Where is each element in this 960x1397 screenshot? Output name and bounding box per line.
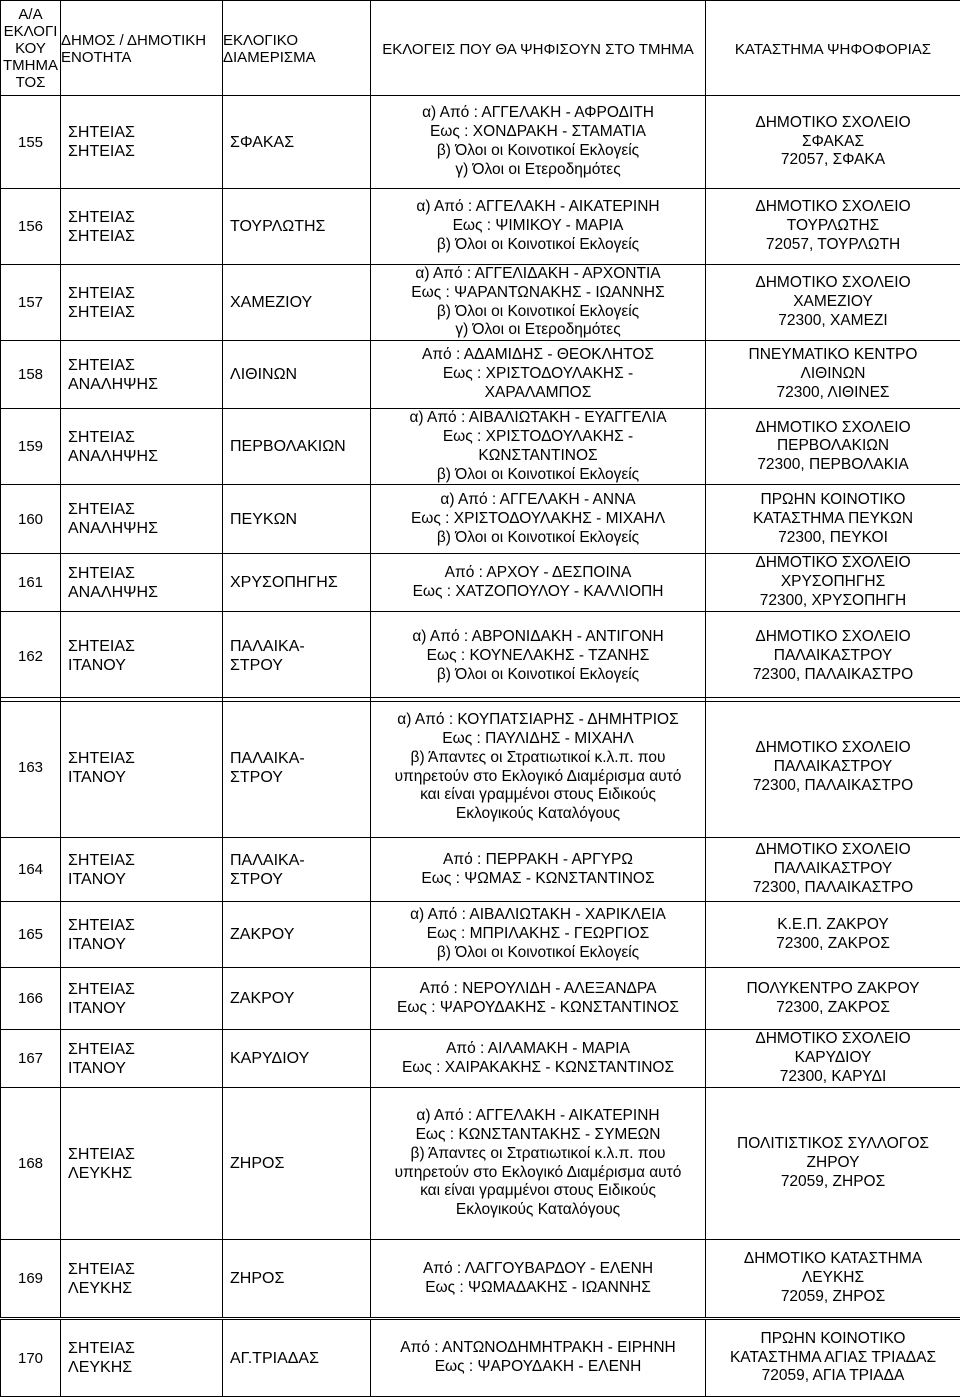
polling-station-line: ΧΑΜΕΖΙΟΥ xyxy=(706,293,960,312)
municipality-line: ΣΗΤΕΙΑΣ xyxy=(68,980,222,999)
voters-cell xyxy=(371,1030,706,1088)
polling-station-line: 72300, ΠΑΛΑΙΚΑΣΤΡΟ xyxy=(706,666,960,685)
municipality-line: ΛΕΥΚΗΣ xyxy=(68,1164,222,1183)
polling-station-line: 72300, ΠΑΛΑΙΚΑΣΤΡΟ xyxy=(706,879,960,898)
district-line: ΛΙΘΙΝΩΝ xyxy=(230,365,370,384)
voters-line: Εκλογικούς Καταλόγους xyxy=(371,1201,705,1220)
voters-line: ΚΩΝΣΤΑΝΤΙΝΟΣ xyxy=(371,447,705,466)
polling-station-line: ΔΗΜΟΤΙΚΟ ΣΧΟΛΕΙΟ xyxy=(706,198,960,217)
voters-line: β) Όλοι οι Κοινοτικοί Εκλογείς xyxy=(371,944,705,963)
district-line: ΤΟΥΡΛΩΤΗΣ xyxy=(230,217,370,236)
municipality-line: ΣΗΤΕΙΑΣ xyxy=(68,123,222,142)
district-line: ΠΑΛΑΙΚΑ- xyxy=(230,851,370,870)
municipality-cell xyxy=(61,485,223,554)
municipality-line: ΣΗΤΕΙΑΣ xyxy=(68,1145,222,1164)
header-voters: ΕΚΛΟΓΕΙΣ ΠΟΥ ΘΑ ΨΗΦΙΣΟΥΝ ΣΤΟ ΤΜΗΜΑ xyxy=(371,1,706,96)
district-line: ΠΑΛΑΙΚΑ- xyxy=(230,749,370,768)
polling-station-line: 72300, ΧΡΥΣΟΠΗΓΗ xyxy=(706,592,960,611)
district-line: ΣΤΡΟΥ xyxy=(230,768,370,787)
municipality-line: ΙΤΑΝΟΥ xyxy=(68,768,222,787)
polling-station-line: ΔΗΜΟΤΙΚΟ ΣΧΟΛΕΙΟ xyxy=(706,554,960,573)
municipality-line: ΙΤΑΝΟΥ xyxy=(68,935,222,954)
voters-line: Εως : ΨΩΜΑΣ - ΚΩΝΣΤΑΝΤΙΝΟΣ xyxy=(371,870,705,889)
district-cell xyxy=(223,1088,371,1240)
voters-line: γ) Όλοι οι Ετεροδημότες xyxy=(371,161,705,180)
polling-station-line: ΠΑΛΑΙΚΑΣΤΡΟΥ xyxy=(706,860,960,879)
district-cell xyxy=(223,189,371,265)
municipality-cell xyxy=(61,554,223,611)
municipality-line: ΑΝΑΛΗΨΗΣ xyxy=(68,519,222,538)
municipality-line: ΛΕΥΚΗΣ xyxy=(68,1358,222,1377)
section-number: 159 xyxy=(1,409,61,485)
municipality-line: ΣΗΤΕΙΑΣ xyxy=(68,1339,222,1358)
table-row xyxy=(1,611,960,701)
voters-line: α) Από : ΚΟΥΠΑΤΣΙΑΡΗΣ - ΔΗΜΗΤΡΙΟΣ xyxy=(371,711,705,730)
polling-station-line: 72300, ΚΑΡΥΔΙ xyxy=(706,1068,960,1087)
district-cell xyxy=(223,341,371,409)
polling-station-line: 72059, ΑΓΙΑ ΤΡΙΑΔΑ xyxy=(706,1367,960,1386)
section-number: 160 xyxy=(1,485,61,554)
voters-line: β) Όλοι οι Κοινοτικοί Εκλογείς xyxy=(371,236,705,255)
voters-line: υπηρετούν στο Εκλογικό Διαμέρισμα αυτό xyxy=(371,1164,705,1183)
polling-station-line: ΖΗΡΟΥ xyxy=(706,1154,960,1173)
voters-line: Από : ΑΡΧΟΥ - ΔΕΣΠΟΙΝΑ xyxy=(371,564,705,583)
polling-station-line: ΠΡΩΗΝ ΚΟΙΝΟΤΙΚΟ xyxy=(706,491,960,510)
section-number: 156 xyxy=(1,189,61,265)
voters-line: α) Από : ΑΙΒΑΛΙΩΤΑΚΗ - ΕΥΑΓΓΕΛΙΑ xyxy=(371,409,705,428)
district-line: ΚΑΡΥΔΙΟΥ xyxy=(230,1049,370,1068)
voters-cell xyxy=(371,341,706,409)
municipality-cell xyxy=(61,968,223,1030)
voters-line: Από : ΝΕΡΟΥΛΙΔΗ - ΑΛΕΞΑΝΔΡΑ xyxy=(371,980,705,999)
polling-station-cell xyxy=(706,902,960,968)
district-cell xyxy=(223,409,371,485)
polling-station-line: ΔΗΜΟΤΙΚΟ ΚΑΤΑΣΤΗΜΑ xyxy=(706,1250,960,1269)
municipality-line: ΙΤΑΝΟΥ xyxy=(68,1059,222,1078)
voters-cell xyxy=(371,554,706,611)
polling-station-line: ΚΑΤΑΣΤΗΜΑ ΑΓΙΑΣ ΤΡΙΑΔΑΣ xyxy=(706,1349,960,1368)
voters-line: α) Από : ΑΒΡΟΝΙΔΑΚΗ - ΑΝΤΙΓΟΝΗ xyxy=(371,628,705,647)
voters-line: Εως : ΚΩΝΣΤΑΝΤΑΚΗΣ - ΣΥΜΕΩΝ xyxy=(371,1126,705,1145)
municipality-line: ΙΤΑΝΟΥ xyxy=(68,999,222,1018)
district-line: ΣΦΑΚΑΣ xyxy=(230,133,370,152)
voters-line: β) Όλοι οι Κοινοτικοί Εκλογείς xyxy=(371,466,705,485)
municipality-line: ΑΝΑΛΗΨΗΣ xyxy=(68,375,222,394)
municipality-line: ΑΝΑΛΗΨΗΣ xyxy=(68,583,222,602)
voters-line: Από : ΠΕΡΡΑΚΗ - ΑΡΓΥΡΩ xyxy=(371,851,705,870)
district-cell xyxy=(223,1030,371,1088)
polling-station-line: 72057, ΣΦΑΚΑ xyxy=(706,151,960,170)
municipality-cell xyxy=(61,838,223,902)
polling-station-line: 72300, ΖΑΚΡΟΣ xyxy=(706,999,960,1018)
voters-line: β) Όλοι οι Κοινοτικοί Εκλογείς xyxy=(371,666,705,685)
municipality-line: ΣΗΤΕΙΑΣ xyxy=(68,500,222,519)
district-cell xyxy=(223,838,371,902)
polling-station-cell xyxy=(706,96,960,189)
municipality-line: ΣΗΤΕΙΑΣ xyxy=(68,749,222,768)
municipality-line: ΣΗΤΕΙΑΣ xyxy=(68,284,222,303)
polling-station-cell xyxy=(706,554,960,611)
district-cell xyxy=(223,554,371,611)
polling-station-line: 72059, ΖΗΡΟΣ xyxy=(706,1288,960,1307)
table-row xyxy=(1,838,960,902)
section-number: 158 xyxy=(1,341,61,409)
voters-line: Από : ΑΙΛΑΜΑΚΗ - ΜΑΡΙΑ xyxy=(371,1040,705,1059)
municipality-line: ΣΗΤΕΙΑΣ xyxy=(68,356,222,375)
polling-station-line: 72057, ΤΟΥΡΛΩΤΗ xyxy=(706,236,960,255)
header-district: ΕΚΛΟΓΙΚΟ ΔΙΑΜΕΡΙΣΜΑ xyxy=(223,1,371,96)
district-cell xyxy=(223,698,371,838)
polling-station-line: ΔΗΜΟΤΙΚΟ ΣΧΟΛΕΙΟ xyxy=(706,114,960,133)
municipality-line: ΣΗΤΕΙΑΣ xyxy=(68,208,222,227)
polling-station-cell xyxy=(706,1030,960,1088)
section-number: 155 xyxy=(1,96,61,189)
voters-line: γ) Όλοι οι Ετεροδημότες xyxy=(371,321,705,340)
district-line: ΖΗΡΟΣ xyxy=(230,1269,370,1288)
table-row xyxy=(1,409,960,485)
district-line: ΖΑΚΡΟΥ xyxy=(230,925,370,944)
voters-line: Εως : ΨΙΜΙΚΟΥ - ΜΑΡΙΑ xyxy=(371,217,705,236)
polling-station-cell xyxy=(706,341,960,409)
municipality-line: ΙΤΑΝΟΥ xyxy=(68,656,222,675)
voters-line: α) Από : ΑΓΓΕΛΙΔΑΚΗ - ΑΡΧΟΝΤΙΑ xyxy=(371,265,705,284)
voters-line: Εως : ΧΡΙΣΤΟΔΟΥΛΑΚΗΣ - xyxy=(371,428,705,447)
voters-line: Εως : ΜΠΡΙΛΑΚΗΣ - ΓΕΩΡΓΙΟΣ xyxy=(371,925,705,944)
polling-station-line: 72300, ΠΑΛΑΙΚΑΣΤΡΟ xyxy=(706,777,960,796)
voters-line: Από : ΛΑΓΓΟΥΒΑΡΔΟΥ - ΕΛΕΝΗ xyxy=(371,1260,705,1279)
polling-station-line: 72300, ΖΑΚΡΟΣ xyxy=(706,935,960,954)
voters-cell xyxy=(371,968,706,1030)
voters-line: α) Από : ΑΓΓΕΛΑΚΗ - ΑΦΡΟΔΙΤΗ xyxy=(371,104,705,123)
section-number: 170 xyxy=(1,1320,61,1397)
municipality-cell xyxy=(61,189,223,265)
header-row xyxy=(1,1,960,96)
municipality-cell xyxy=(61,265,223,341)
district-line: ΠΑΛΑΙΚΑ- xyxy=(230,637,370,656)
district-cell xyxy=(223,96,371,189)
district-cell xyxy=(223,968,371,1030)
municipality-cell xyxy=(61,1030,223,1088)
voters-line: Εκλογικούς Καταλόγους xyxy=(371,805,705,824)
section-number: 167 xyxy=(1,1030,61,1088)
district-line: ΖΑΚΡΟΥ xyxy=(230,989,370,1008)
municipality-cell xyxy=(61,96,223,189)
section-number: 157 xyxy=(1,265,61,341)
voters-line: Εως : ΚΟΥΝΕΛΑΚΗΣ - ΤΖΑΝΗΣ xyxy=(371,647,705,666)
polling-station-line: ΠΝΕΥΜΑΤΙΚΟ ΚΕΝΤΡΟ xyxy=(706,346,960,365)
polling-station-cell xyxy=(706,265,960,341)
table-row xyxy=(1,902,960,968)
voters-cell xyxy=(371,902,706,968)
voters-line: β) Άπαντες οι Στρατιωτικοί κ.λ.π. που xyxy=(371,1145,705,1164)
section-number: 164 xyxy=(1,838,61,902)
voters-line: Εως : ΨΑΡΟΥΔΑΚΗ - ΕΛΕΝΗ xyxy=(371,1358,705,1377)
polling-station-cell xyxy=(706,1088,960,1240)
polling-station-cell xyxy=(706,409,960,485)
polling-station-cell xyxy=(706,968,960,1030)
municipality-line: ΣΗΤΕΙΑΣ xyxy=(68,142,222,161)
voters-line: α) Από : ΑΓΓΕΛΑΚΗ - ΑΝΝΑ xyxy=(371,491,705,510)
district-line: ΑΓ.ΤΡΙΑΔΑΣ xyxy=(230,1349,370,1368)
polling-station-line: ΣΦΑΚΑΣ xyxy=(706,133,960,152)
municipality-line: ΣΗΤΕΙΑΣ xyxy=(68,1040,222,1059)
municipality-line: ΣΗΤΕΙΑΣ xyxy=(68,916,222,935)
voters-line: Εως : ΧΟΝΔΡΑΚΗ - ΣΤΑΜΑΤΙΑ xyxy=(371,123,705,142)
voters-line: Εως : ΨΑΡΟΥΔΑΚΗΣ - ΚΩΝΣΤΑΝΤΙΝΟΣ xyxy=(371,999,705,1018)
polling-station-cell xyxy=(706,485,960,554)
municipality-line: ΣΗΤΕΙΑΣ xyxy=(68,428,222,447)
voters-line: α) Από : ΑΓΓΕΛΑΚΗ - ΑΙΚΑΤΕΡΙΝΗ xyxy=(371,1107,705,1126)
table-row xyxy=(1,96,960,189)
polling-station-line: 72059, ΖΗΡΟΣ xyxy=(706,1173,960,1192)
municipality-cell xyxy=(61,341,223,409)
polling-station-line: ΚΑΡΥΔΙΟΥ xyxy=(706,1049,960,1068)
voters-cell xyxy=(371,1088,706,1240)
voters-line: β) Όλοι οι Κοινοτικοί Εκλογείς xyxy=(371,142,705,161)
municipality-line: ΣΗΤΕΙΑΣ xyxy=(68,303,222,322)
polling-station-line: ΔΗΜΟΤΙΚΟ ΣΧΟΛΕΙΟ xyxy=(706,1030,960,1049)
polling-station-line: Κ.Ε.Π. ΖΑΚΡΟΥ xyxy=(706,916,960,935)
section-number: 161 xyxy=(1,554,61,611)
polling-station-line: ΔΗΜΟΤΙΚΟ ΣΧΟΛΕΙΟ xyxy=(706,419,960,438)
voters-cell xyxy=(371,838,706,902)
district-cell xyxy=(223,485,371,554)
polling-station-line: ΚΑΤΑΣΤΗΜΑ ΠΕΥΚΩΝ xyxy=(706,510,960,529)
table-row xyxy=(1,1088,960,1240)
voters-cell xyxy=(371,485,706,554)
district-line: ΣΤΡΟΥ xyxy=(230,870,370,889)
polling-station-line: ΠΑΛΑΙΚΑΣΤΡΟΥ xyxy=(706,647,960,666)
voters-line: Από : ΑΝΤΩΝΟΔΗΜΗΤΡΑΚΗ - ΕΙΡΗΝΗ xyxy=(371,1339,705,1358)
municipality-line: ΙΤΑΝΟΥ xyxy=(68,870,222,889)
voters-line: β) Όλοι οι Κοινοτικοί Εκλογείς xyxy=(371,303,705,322)
district-line: ΠΕΡΒΟΛΑΚΙΩΝ xyxy=(230,437,370,456)
header-municipality: ΔΗΜΟΣ / ΔΗΜΟΤΙΚΗ ΕΝΟΤΗΤΑ xyxy=(61,1,223,96)
table-row xyxy=(1,1240,960,1318)
voters-line: Εως : ΧΑΙΡΑΚΑΚΗΣ - ΚΩΝΣΤΑΝΤΙΝΟΣ xyxy=(371,1059,705,1078)
district-cell xyxy=(223,902,371,968)
polling-station-line: 72300, ΧΑΜΕΖΙ xyxy=(706,312,960,331)
polling-station-line: ΠΕΡΒΟΛΑΚΙΩΝ xyxy=(706,437,960,456)
voters-line: και είναι γραμμένοι στους Ειδικούς xyxy=(371,1182,705,1201)
polling-station-cell xyxy=(706,611,960,701)
voters-cell xyxy=(371,1240,706,1318)
section-number: 165 xyxy=(1,902,61,968)
district-line: ΣΤΡΟΥ xyxy=(230,656,370,675)
polling-station-line: 72300, ΠΕΥΚΟΙ xyxy=(706,529,960,548)
voters-line: β) Άπαντες οι Στρατιωτικοί κ.λ.π. που xyxy=(371,749,705,768)
voters-line: Εως : ΠΑΥΛΙΔΗΣ - ΜΙΧΑΗΛ xyxy=(371,730,705,749)
table-row xyxy=(1,554,960,611)
municipality-cell xyxy=(61,902,223,968)
voters-line: Εως : ΨΩΜΑΔΑΚΗΣ - ΙΩΑΝΝΗΣ xyxy=(371,1279,705,1298)
table-row xyxy=(1,189,960,265)
table-row xyxy=(1,485,960,554)
polling-station-cell xyxy=(706,1320,960,1397)
district-cell xyxy=(223,611,371,701)
voters-line: β) Όλοι οι Κοινοτικοί Εκλογείς xyxy=(371,529,705,548)
municipality-line: ΣΗΤΕΙΑΣ xyxy=(68,564,222,583)
voters-line: και είναι γραμμένοι στους Ειδικούς xyxy=(371,786,705,805)
section-number: 163 xyxy=(1,698,61,838)
municipality-cell xyxy=(61,1088,223,1240)
section-number: 168 xyxy=(1,1088,61,1240)
polling-table-bottom xyxy=(0,1319,960,1397)
voters-cell xyxy=(371,611,706,701)
table-row xyxy=(1,1030,960,1088)
district-line: ΖΗΡΟΣ xyxy=(230,1154,370,1173)
table-row xyxy=(1,341,960,409)
municipality-cell xyxy=(61,409,223,485)
municipality-cell xyxy=(61,698,223,838)
voters-line: Εως : ΨΑΡΑΝΤΩΝΑΚΗΣ - ΙΩΑΝΝΗΣ xyxy=(371,284,705,303)
polling-station-line: ΔΗΜΟΤΙΚΟ ΣΧΟΛΕΙΟ xyxy=(706,841,960,860)
section-number: 166 xyxy=(1,968,61,1030)
municipality-line: ΛΕΥΚΗΣ xyxy=(68,1279,222,1298)
voters-line: ΧΑΡΑΛΑΜΠΟΣ xyxy=(371,384,705,403)
municipality-cell xyxy=(61,611,223,701)
voters-cell xyxy=(371,265,706,341)
table-row xyxy=(1,968,960,1030)
district-line: ΧΑΜΕΖΙΟΥ xyxy=(230,293,370,312)
voters-line: α) Από : ΑΓΓΕΛΑΚΗ - ΑΙΚΑΤΕΡΙΝΗ xyxy=(371,198,705,217)
polling-station-line: 72300, ΠΕΡΒΟΛΑΚΙΑ xyxy=(706,456,960,475)
polling-station-line: ΔΗΜΟΤΙΚΟ ΣΧΟΛΕΙΟ xyxy=(706,274,960,293)
polling-station-line: ΛΙΘΙΝΩΝ xyxy=(706,365,960,384)
section-number: 169 xyxy=(1,1240,61,1318)
municipality-line: ΣΗΤΕΙΑΣ xyxy=(68,1260,222,1279)
voters-cell xyxy=(371,698,706,838)
district-cell xyxy=(223,1320,371,1397)
voters-line: Εως : ΧΡΙΣΤΟΔΟΥΛΑΚΗΣ - ΜΙΧΑΗΛ xyxy=(371,510,705,529)
voters-cell xyxy=(371,96,706,189)
voters-cell xyxy=(371,409,706,485)
table-row xyxy=(1,265,960,341)
header-number: Α/Α ΕΚΛΟΓΙ ΚΟΥ ΤΜΗΜΑ ΤΟΣ xyxy=(1,1,61,96)
polling-station-line: 72300, ΛΙΘΙΝΕΣ xyxy=(706,384,960,403)
polling-station-cell xyxy=(706,698,960,838)
section-number: 162 xyxy=(1,611,61,701)
polling-table-middle xyxy=(0,697,960,1318)
polling-station-line: ΔΗΜΟΤΙΚΟ ΣΧΟΛΕΙΟ xyxy=(706,739,960,758)
polling-station-line: ΛΕΥΚΗΣ xyxy=(706,1269,960,1288)
table-row xyxy=(1,1320,960,1397)
polling-station-line: ΔΗΜΟΤΙΚΟ ΣΧΟΛΕΙΟ xyxy=(706,628,960,647)
municipality-cell xyxy=(61,1320,223,1397)
polling-station-cell xyxy=(706,838,960,902)
polling-station-line: ΠΟΛΥΚΕΝΤΡΟ ΖΑΚΡΟΥ xyxy=(706,980,960,999)
district-cell xyxy=(223,1240,371,1318)
table-row xyxy=(1,698,960,838)
polling-station-cell xyxy=(706,189,960,265)
polling-station-line: ΠΡΩΗΝ ΚΟΙΝΟΤΙΚΟ xyxy=(706,1330,960,1349)
municipality-cell xyxy=(61,1240,223,1318)
voters-line: α) Από : ΑΙΒΑΛΙΩΤΑΚΗ - ΧΑΡΙΚΛΕΙΑ xyxy=(371,906,705,925)
voters-line: υπηρετούν στο Εκλογικό Διαμέρισμα αυτό xyxy=(371,768,705,787)
polling-station-line: ΠΑΛΑΙΚΑΣΤΡΟΥ xyxy=(706,758,960,777)
municipality-line: ΣΗΤΕΙΑΣ xyxy=(68,227,222,246)
district-line: ΧΡΥΣΟΠΗΓΗΣ xyxy=(230,573,370,592)
header-polling-station: ΚΑΤΑΣΤΗΜΑ ΨΗΦΟΦΟΡΙΑΣ xyxy=(706,1,960,96)
polling-station-line: ΧΡΥΣΟΠΗΓΗΣ xyxy=(706,573,960,592)
municipality-line: ΣΗΤΕΙΑΣ xyxy=(68,637,222,656)
polling-station-cell xyxy=(706,1240,960,1318)
voters-cell xyxy=(371,1320,706,1397)
voters-line: Εως : ΧΑΤΖΟΠΟΥΛΟΥ - ΚΑΛΛΙΟΠΗ xyxy=(371,583,705,602)
district-line: ΠΕΥΚΩΝ xyxy=(230,510,370,529)
voters-line: Από : ΑΔΑΜΙΔΗΣ - ΘΕΟΚΛΗΤΟΣ xyxy=(371,346,705,365)
voters-line: Εως : ΧΡΙΣΤΟΔΟΥΛΑΚΗΣ - xyxy=(371,365,705,384)
polling-station-line: ΠΟΛΙΤΙΣΤΙΚΟΣ ΣΥΛΛΟΓΟΣ xyxy=(706,1135,960,1154)
municipality-line: ΣΗΤΕΙΑΣ xyxy=(68,851,222,870)
polling-station-line: ΤΟΥΡΛΩΤΗΣ xyxy=(706,217,960,236)
voters-cell xyxy=(371,189,706,265)
district-cell xyxy=(223,265,371,341)
municipality-line: ΑΝΑΛΗΨΗΣ xyxy=(68,447,222,466)
